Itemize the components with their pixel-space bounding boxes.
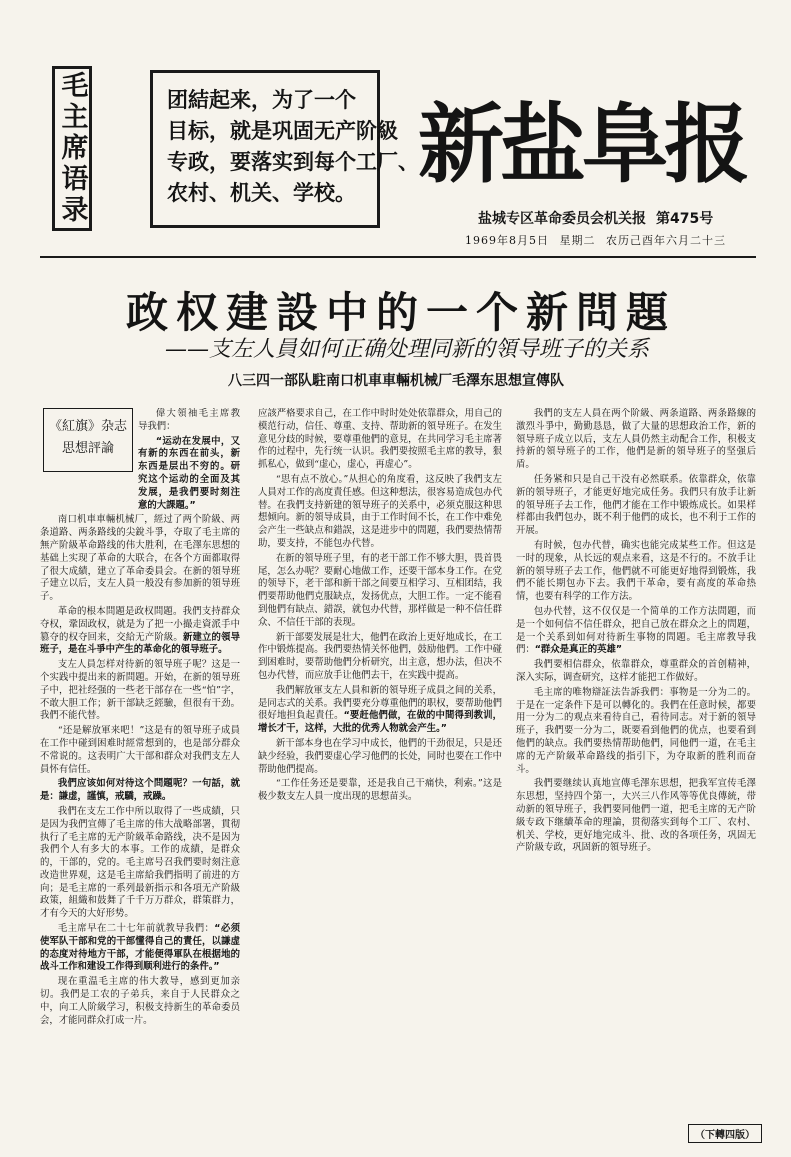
article-headline: 政权建設中的一个新問題	[125, 288, 676, 337]
column-intro	[138, 408, 240, 512]
paragraph-text: 我們解放軍支左人員和新的領导班子成員之间的关系，是同志式的关系。我們要充分尊重他們的职权，要帮助他們很好地担負起責任。	[258, 684, 502, 722]
quotation-box	[150, 70, 419, 228]
paragraph: 南口机車車輛机械厂，經过了两个阶級、两条道路、两条路线的尖銳斗爭，夺取了毛主席的無产阶級革命路线的伟大胜利，在毛澤东思想的基础上实现了革命的大联合，在各个方面都取得了很大成績，建立了革命委員会。在新的領导班子建立以后，支左人員一般没有参加新的領导班子。	[40, 514, 240, 603]
paragraph	[516, 606, 756, 657]
paragraph	[516, 687, 756, 777]
quotation: “运动在发展中，又有新的东西在前头，新东西是层出不穷的。研究这个运动的全面及其发展，是我們要时刻注意的大課題。”	[138, 435, 240, 511]
emphasis-paragraph: 我們应该如何对待这个問題呢？一句話，就是：謙虚，謹慎，戒驕，戒躁。	[40, 778, 240, 803]
date-line	[465, 232, 732, 248]
paragraph-text: 于是在一定条件下是可以轉化的。我們在任意时候，都要用一分为二的观点来看待自己，看待同志。对于新的領导班子，我們要一分为二，既要看到他們的优点，也要看到他們的缺点。我們要热情帮助他們，同他們一道，在毛主席的无产阶級革命路线的指引下，为夺取新的胜利而奋斗。	[516, 699, 756, 775]
paragraph: 我們要继续认真地宣傳毛澤东思想，把我军宣传毛澤东思想，坚持四个第一，大兴三八作风等等优良傳統，带动新的領导班子，我們要同他們一道，把毛主席的无产阶級专政下继續革命的理論，贯彻落实到每个工厂、农村、机关、学校，更好地完成斗、批、改的各项任务，巩固无产阶級专政，巩固新的領导班子。	[516, 778, 756, 854]
paragraph: 新干部要发展是壮大，他們在政治上更好地成长，在工作中锻炼提高。我們要热情关怀他們，鼓励他們。工作中碰到困难时，要帮助他們分析研究，出主意，想办法，但决不包办代替，而应放手让他們去干，在实践中提高。	[258, 631, 502, 681]
quotation-line: 农村、机关、学校。	[167, 181, 356, 205]
quote-label: 毛主席语录	[52, 66, 92, 231]
quotation-line: 专政，要落实到每个工厂、	[167, 150, 419, 174]
quotation: “必须使军队干部和党的干部懂得自己的責任，以謙虚的态度对待地方干部，才能便得軍队在根据地的战斗工作和建设工作得到顺利进行的条件。”	[40, 923, 240, 973]
publisher-name: 盐城专区革命委员会机关报	[478, 211, 646, 227]
paragraph: 新干部本身也在学习中成长，他們的干劲很足，只是还缺少经验，我們要虚心学习他們的长处，同时也要在工作中帮助他們提高。	[258, 737, 502, 775]
paragraph-text: 包办代替，这不仅仅是一个简单的工作方法問題，而是一个如何信不信任群众，把自己放在群众之上的問題，是一个关系到如何对待新生事物的問題。毛主席教导我們：	[516, 605, 756, 656]
article-byline: 八三四一部队駐南口机車車輛机械厂毛澤东思想宣傳队	[228, 373, 564, 389]
article-subheadline: ——支左人員如何正确处理同新的領导班子的关系	[165, 337, 650, 362]
masthead-divider	[40, 256, 756, 258]
article-column-1	[40, 408, 240, 1098]
paragraph: 应該严格要求自己，在工作中时时处处依靠群众，用自己的模范行动，信任、尊重、支持、帮助新的領导班子。在发生意见分歧的时候，要尊重他們的意見，在共同学习毛主席著作的过程中，先行统一认识。我們要按照毛主席的教导，狠抓私心，做到“虚心，虚心，再虚心”。	[258, 408, 502, 471]
quotation-line: 团結起来，为了一个	[167, 88, 356, 112]
continued-notice: （下轉四版）	[688, 1124, 762, 1143]
paragraph: 在新的領导班子里，有的老干部工作不够大胆，畏首畏尾，怎么办呢？要耐心地做工作，还要干部本身工作。在党的领导下，老干部和新干部之间要互相学习、互相团结，我們要帮助他們克服缺点，发扬优点，大胆工作。一定不能看到他們有缺点、錯誤，就包办代替，那样做是一种不信任群众、不信任干部的表现。	[258, 552, 502, 628]
article-column-2	[258, 408, 502, 1108]
paragraph-text: 毛主席早在二十七年前就教导我們：	[57, 923, 215, 935]
paragraph	[40, 923, 240, 974]
paragraph: 现在重温毛主席的伟大教导，感到更加亲切。我們是工农的子弟兵，来自于人民群众之中，向工人阶級学习，积极支持新生的革命委员会，才能同群众打成一片。	[40, 976, 240, 1026]
paragraph-text: 革命的根本問題是政权問題。我們支持群众夺权，鞏固政权，就是为了把一小撮走資派手中篡夺的权夺回来，交給无产阶級。	[40, 605, 240, 643]
paragraph: “思有点不放心。”从担心的角度看，这反映了我們支左人員对工作的高度責任感。但这种想法，很容易造成包办代替。在我們支持新建的領导班子的关系中，必须克服这种思想倾向。新的領导成員，由于工作时间不长，在工作中难免会产生一些缺点和錯誤，这是进步中的問題，我們要热情帮助，要支持，不能包办代替。	[258, 473, 502, 549]
paragraph: 我們的支左人員在两个阶級、两条道路、两条路線的激烈斗爭中，勤勤恳恳，做了大量的思想政治工作，新的領导班子成立以后，支左人員仍然主动配合工作，积极支持新的領导班子的工作，他們是新的領导班子的坚强后盾。	[516, 408, 756, 471]
paragraph: 我們在支左工作中所以取得了一些成績，只是因为我們宣傳了毛主席的伟大战略部署，貫彻执行了毛主席的无产阶級革命路线，决不是因为我們个人有多大的本事。工作的成績，是群众的，干部的，党的。毛主席号召我們要时刻注意改造世界观，这是毛主席給我們指明了前进的方向；是毛主席的一系列最新指示和各項无产阶級政策，組織和鼓舞了千千万万群众，群策群力，才有今天的大好形势。	[40, 805, 240, 920]
paragraph	[40, 606, 240, 657]
weekday: 星期二	[559, 234, 596, 247]
quotation: “要赶他們做，在做的中間得到教训，增长才干，这样，大批的优秀人物就会产生。”	[258, 710, 502, 735]
paragraph: 我們要相信群众，依靠群众，尊重群众的首创精神，深入实际，调查研究，这样才能把工作做好。	[516, 659, 756, 683]
paragraph	[258, 685, 502, 736]
publication-date: 1969年8月5日	[465, 234, 549, 247]
emphasis-text: 新建立的領导班子，是在斗爭中产生的革命化的領导班子。	[40, 631, 240, 656]
column-tag-type: 思想評論	[61, 441, 114, 456]
quotation: “群众是真正的英雄”	[534, 644, 623, 656]
paragraph: “工作任务还是要靠，还是我自己干痛快，利索。”这是极少数支左人員一度出现的思想苗头。	[258, 778, 502, 803]
paragraph: “还是解放軍来吧！”这是有的領导班子成員在工作中碰到困难时經常想到的，也是部分群众不常说的。这表明广大干部和群众对我們支左人員怀有信任。	[40, 725, 240, 775]
paragraph: 偉大領袖毛主席教导我們：	[138, 408, 240, 432]
lunar-date: 农历己酉年六月二十三	[606, 234, 726, 247]
column-tag-source: 《紅旗》杂志	[48, 419, 127, 434]
paragraph: 支左人員怎样对待新的領导班子呢？这是一个实践中提出来的新問題。开始，在新的領导班子中，把社经强的一些老干部存在一些“怕”字，不敢大胆工作；新干部缺乏經驗，但很有干劲。我們不能代替。	[40, 659, 240, 722]
newspaper-nameplate: 新盐阜报	[418, 95, 746, 195]
issue-number: 第475号	[656, 211, 714, 227]
paragraph: 任务紧和只是自己干没有必然联系。依靠群众，依靠新的領导班子，才能更好地完成任务。我們只有放手让新的領导班子去工作，他們才能在工作中锻炼成长。如果样样都由我們包办，既不利于他們的成长，也不利于工作的开展。	[516, 473, 756, 537]
paragraph-text: 毛主席的唯物辯証法告訴我們：事物是一分为二的。	[533, 686, 756, 698]
paragraph: 有时候，包办代替，确实也能完成某些工作。但这是一时的现象，从长远的观点来看，这是不行的。不放手让新的領导班子去工作，他們就不可能更好地得到锻炼，我們不能长期包办下去。我們干革命，要有高度的革命热情，也要有科学的工作方法。	[516, 539, 756, 603]
quotation-line: 目标，就是巩固无产阶級	[167, 119, 398, 143]
article-column-3	[516, 408, 756, 1108]
publisher-line	[478, 208, 713, 228]
